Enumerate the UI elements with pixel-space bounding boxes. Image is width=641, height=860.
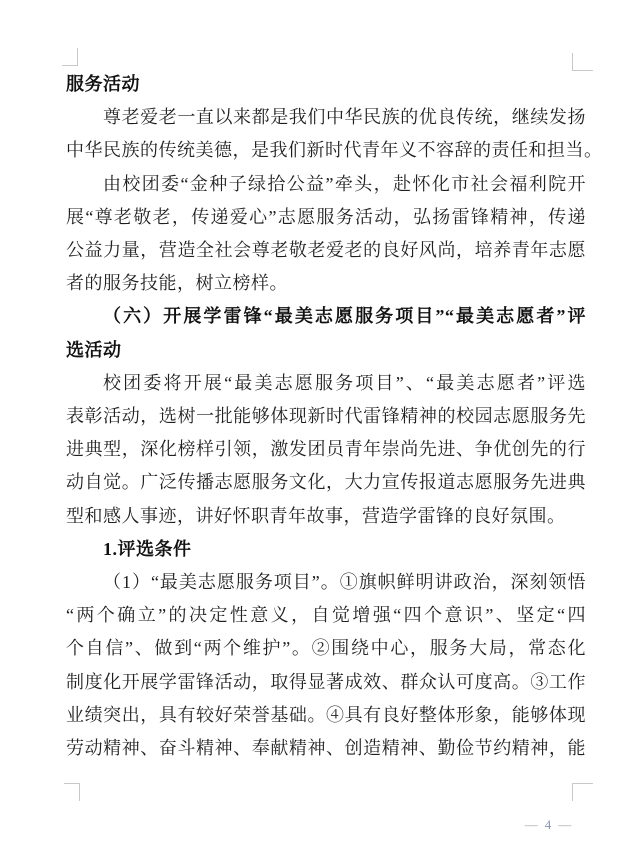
text-line: 动自觉。广泛传播志愿服务文化，大力宣传报道志愿服务先进典 <box>66 472 586 493</box>
heading-block <box>66 533 586 566</box>
text-boundary-mark-top-left <box>62 48 78 66</box>
text-line: 校团委将开展“最美志愿服务项目”、“最美志愿者”评选 <box>103 372 586 393</box>
text-line: 进典型，深化榜样引领，激发团员青年崇尚先进、争优创先的行 <box>66 439 586 460</box>
text-line: （六）开展学雷锋“最美志愿服务项目”“最美志愿者”评 <box>103 306 586 327</box>
text-line: 业绩突出，具有较好荣誉基础。④具有良好整体形象，能够体现 <box>66 704 586 725</box>
text-line: 公益力量，营造全社会尊老敬老爱老的良好风尚，培养青年志愿 <box>66 240 586 261</box>
text-boundary-mark-bottom-left <box>64 783 80 801</box>
text-line: 型和感人事迹，讲好怀职青年故事，营造学雷锋的良好氛围。 <box>66 505 566 526</box>
text-line: 展“尊老敬老，传递爱心”志愿服务活动，弘扬雷锋精神，传递 <box>66 206 586 227</box>
text-line: 尊老爱老一直以来都是我们中华民族的优良传统，继续发扬 <box>103 107 586 128</box>
paragraph-block <box>66 101 603 167</box>
paragraph-block <box>66 566 586 765</box>
document-body <box>66 68 603 765</box>
heading-block <box>66 300 586 366</box>
text-line: （1）“最美志愿服务项目”。①旗帜鲜明讲政治，深刻领悟 <box>103 572 586 593</box>
text-boundary-mark-bottom-right <box>572 783 593 801</box>
text-line: 者的服务技能，树立榜样。 <box>66 273 288 294</box>
text-line: 服务活动 <box>66 74 140 94</box>
text-line: 1.评选条件 <box>103 538 192 559</box>
text-line: 个自信”、做到“两个维护”。②围绕中心，服务大局，常态化 <box>66 638 586 659</box>
paragraph-block <box>66 168 586 301</box>
text-line: 中华民族的传统美德，是我们新时代青年义不容辞的责任和担当。 <box>66 140 603 161</box>
page-number-dash-left: — <box>524 817 538 832</box>
page-number-dash-right: — <box>558 817 572 832</box>
text-line: 由校团委“金种子绿拾公益”牵头，赴怀化市社会福利院开 <box>103 173 586 194</box>
text-line: 表彰活动，选树一批能够体现新时代雷锋精神的校园志愿服务先 <box>66 406 586 427</box>
page-number-value: 4 <box>544 817 552 832</box>
text-line: 制度化开展学雷锋活动，取得显著成效、群众认可度高。③工作 <box>66 671 586 692</box>
heading-block <box>66 68 586 101</box>
text-line: “两个确立”的决定性意义，自觉增强“四个意识”、坚定“四 <box>66 605 586 626</box>
paragraph-block <box>66 367 586 533</box>
text-line: 劳动精神、奋斗精神、奉献精神、创造精神、勤俭节约精神，能 <box>66 738 586 759</box>
page-number <box>506 817 590 833</box>
text-line: 选活动 <box>66 339 122 360</box>
